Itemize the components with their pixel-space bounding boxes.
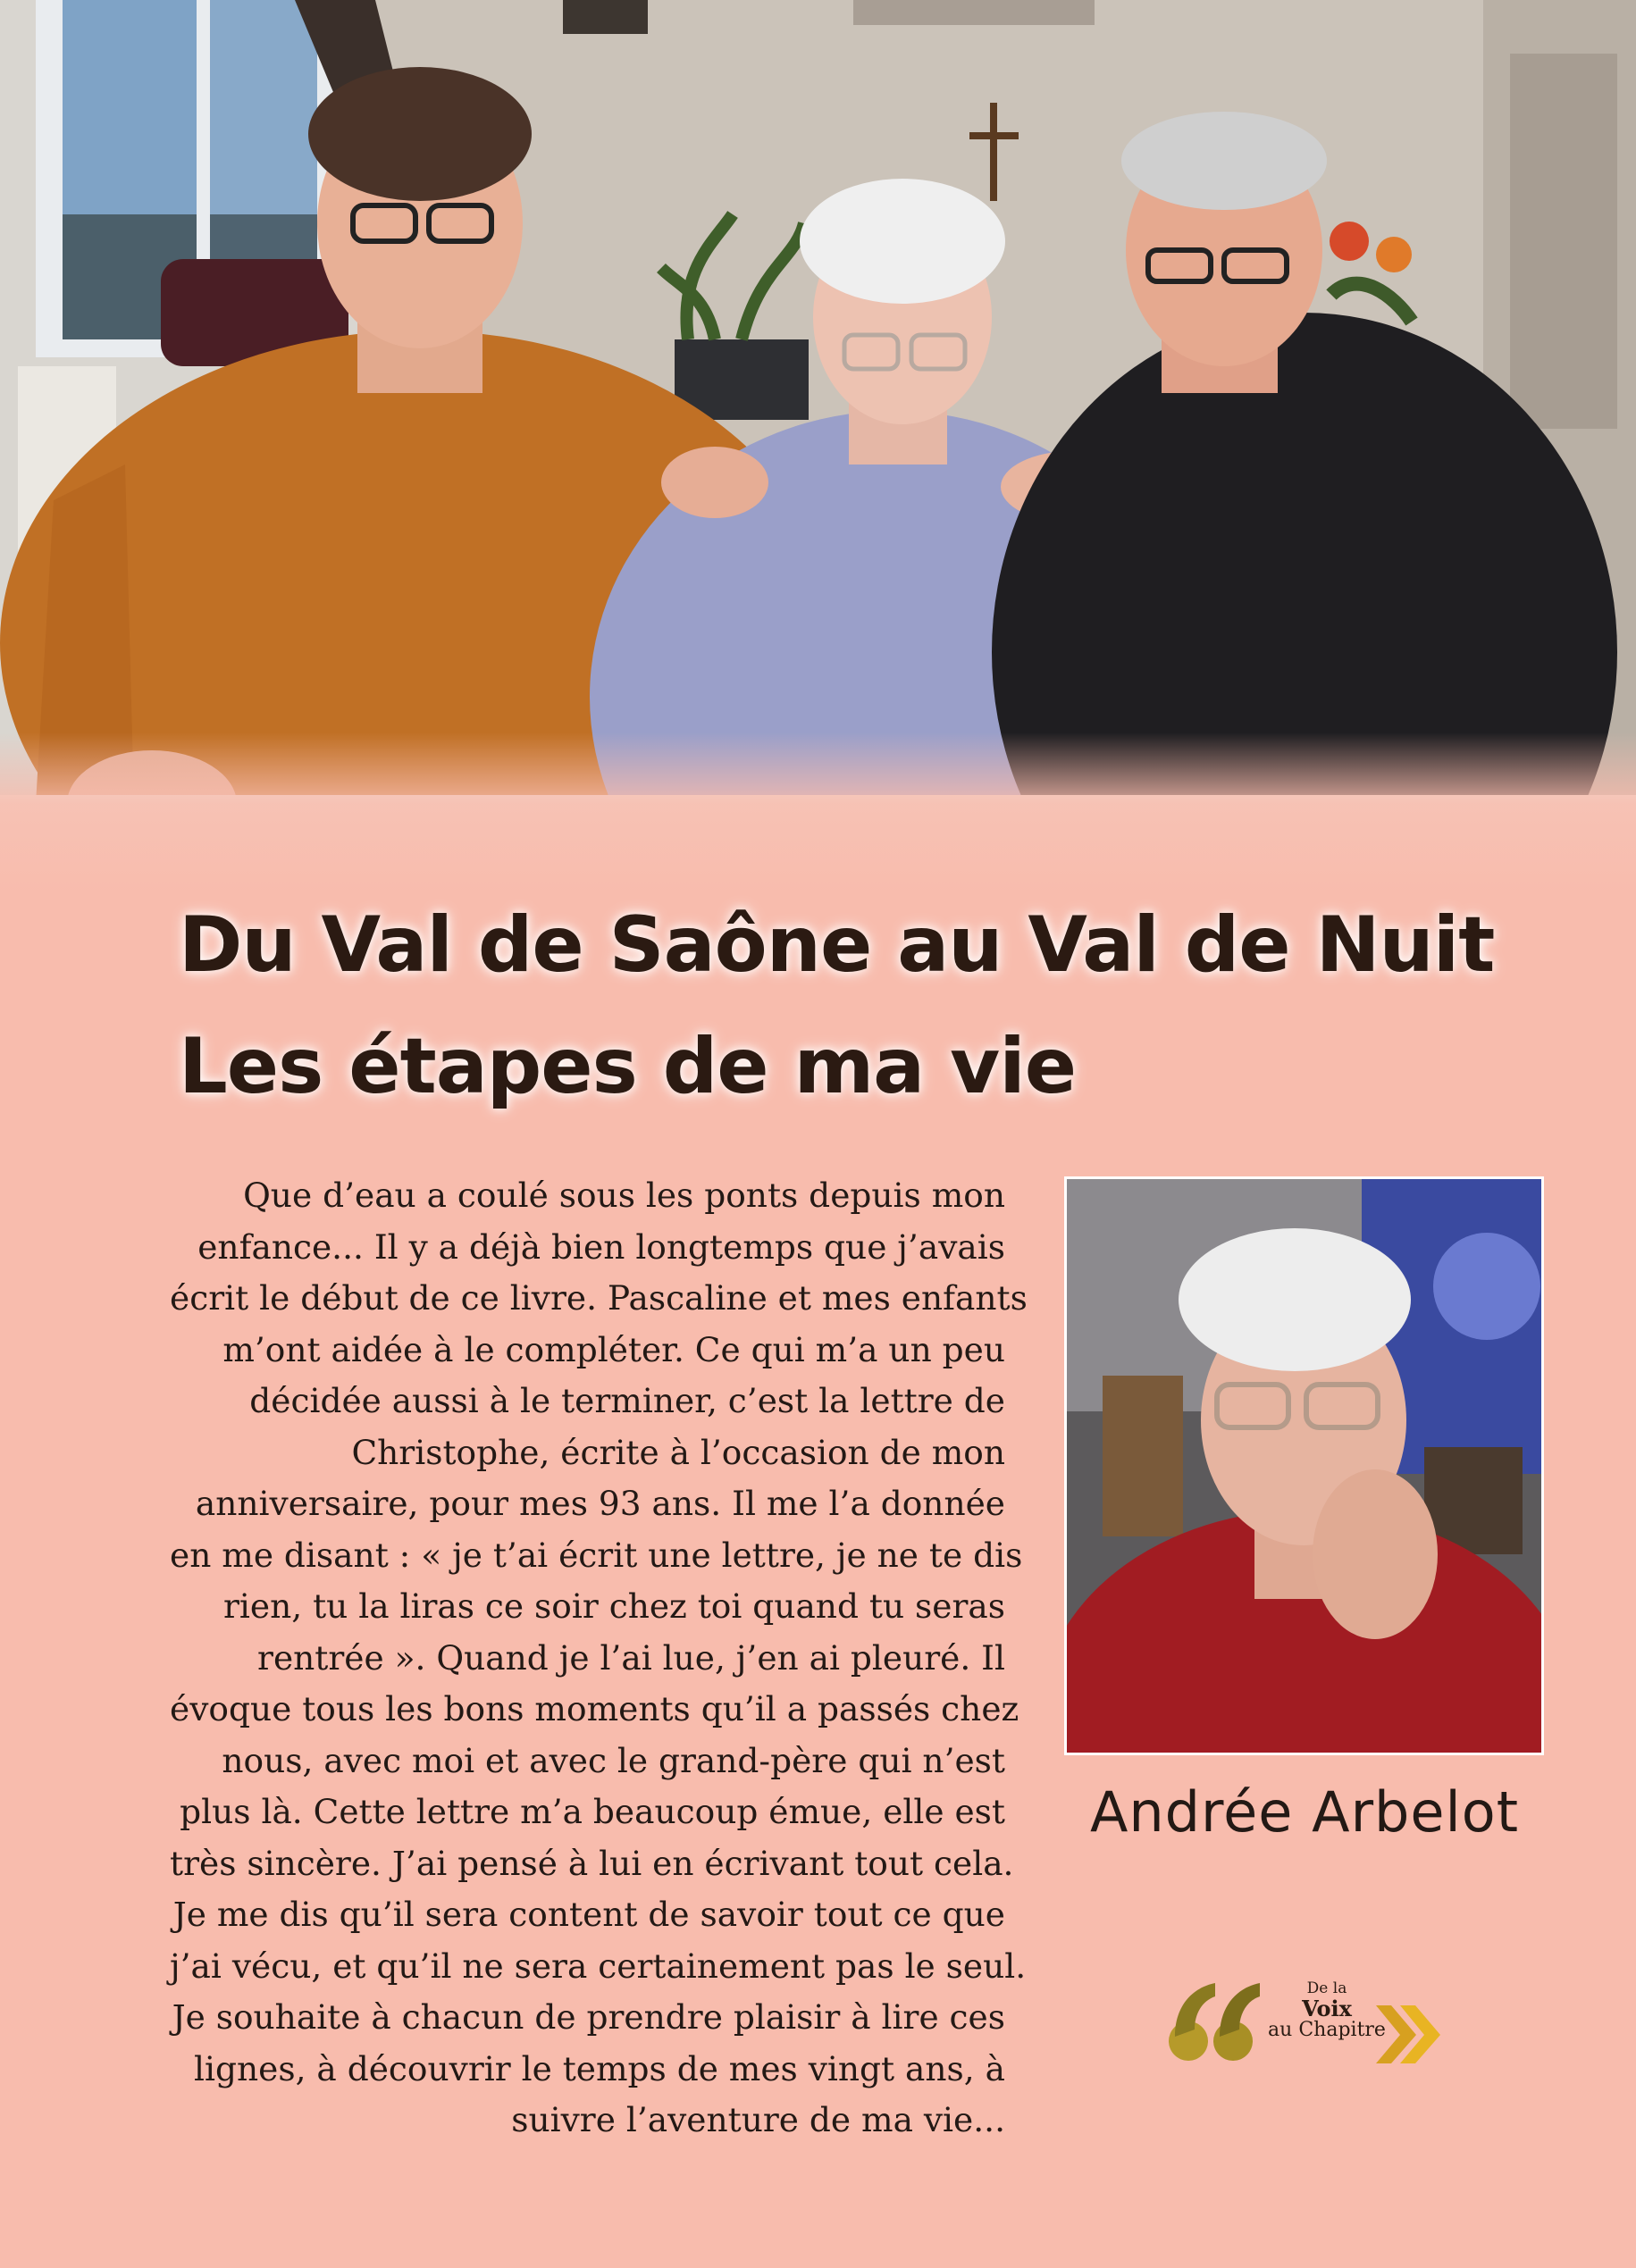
publisher-line-2: Voix (1302, 1996, 1352, 2021)
blurb-line: j’ai vécu, et qu’il ne sera certainement pas le seul. (170, 1946, 1027, 1986)
publisher-line-1: De la (1306, 1979, 1347, 1997)
photo-fade (0, 732, 1636, 893)
publisher-name (1255, 1981, 1398, 2040)
blurb-line: écrit le début de ce livre. Pascaline et mes enfants (170, 1278, 1028, 1318)
blurb-text (170, 1170, 1028, 2147)
blurb-line: Que d’eau a coulé sous les ponts depuis mon (243, 1176, 1005, 1215)
publisher-logo (1166, 1974, 1443, 2081)
author-name: Andrée Arbelot (1089, 1779, 1520, 1845)
blurb-line: Je me dis qu’il sera content de savoir tout ce que (172, 1895, 1005, 1934)
blurb-line: m’ont aidée à le compléter. Ce qui m’a un peu (222, 1329, 1005, 1369)
blurb-line: enfance... Il y a déjà bien longtemps que j’avais (197, 1226, 1005, 1267)
blurb-line: évoque tous les bons moments qu’il a passés chez (170, 1689, 1019, 1728)
blurb-line: Je souhaite à chacun de prendre plaisir à lire ces (172, 1997, 1005, 2037)
publisher-line-3: au Chapitre (1268, 2019, 1386, 2041)
blurb-line: anniversaire, pour mes 93 ans. Il me l’a donnée (195, 1484, 1005, 1523)
blurb-line: suivre l’aventure de ma vie... (511, 2100, 1005, 2139)
blurb-line: lignes, à découvrir le temps de mes vingt ans, à (194, 2048, 1005, 2088)
blurb-line: nous, avec moi et avec le grand-père qui n’est (222, 1740, 1005, 1780)
book-title (179, 884, 1519, 1127)
blurb-line: décidée aussi à le terminer, c’est la lettre de (249, 1381, 1005, 1420)
cover-family-photo (0, 0, 1636, 893)
blurb-line: rentrée ». Quand je l’ai lue, j’en ai pleuré. Il (257, 1637, 1005, 1678)
title-line-1: Du Val de Saône au Val de Nuit (179, 900, 1495, 990)
title-line-2: Les étapes de ma vie (179, 1022, 1077, 1111)
blurb-line: Christophe, écrite à l’occasion de mon (351, 1432, 1005, 1472)
blurb-line: en me disant : « je t’ai écrit une lettre, je ne te dis (170, 1535, 1023, 1575)
author-portrait (1064, 1176, 1544, 1755)
blurb-line: plus là. Cette lettre m’a beaucoup émue, elle est (180, 1792, 1005, 1831)
blurb-line: rien, tu la liras ce soir chez toi quand tu seras (222, 1586, 1005, 1626)
blurb-line: très sincère. J’ai pensé à lui en écrivant tout cela. (170, 1843, 1014, 1883)
